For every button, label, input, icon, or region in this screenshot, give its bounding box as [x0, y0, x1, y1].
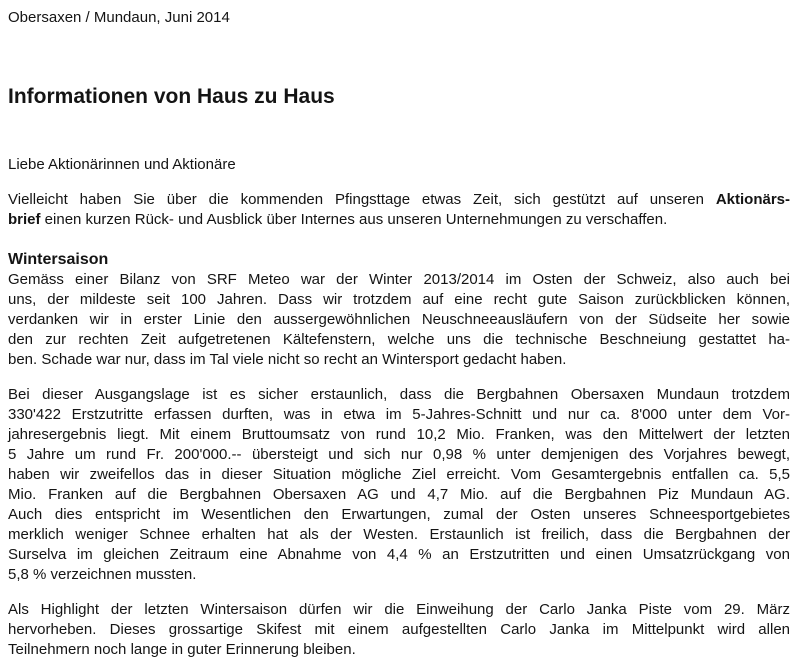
paragraph [8, 190, 790, 230]
text-line [8, 445, 790, 465]
text: Mio. Franken auf die Bergbahnen Obersaxen AG und 4,7 Mio. auf die Bergbahnen Piz Mundaun AG. [8, 486, 790, 503]
text: den zur rechten Zeit aufgetretenen Kältefenstern, welche uns die technische Beschneiung gestattet ha- [8, 331, 790, 348]
text: ben. Schade war nur, dass im Tal viele nicht so recht an Wintersport gedacht haben. [8, 351, 567, 368]
text: jahresergebnis liegt. Mit einem Bruttoumsatz von rund 10,2 Mio. Franken, was den Mittelwert der letzten [8, 426, 790, 443]
text-line [8, 310, 790, 330]
text-line [8, 350, 790, 370]
text-line [8, 505, 790, 525]
bold-text: brief [8, 211, 41, 228]
text: Als Highlight der letzten Wintersaison dürfen wir die Einweihung der Carlo Janka Piste vom 29. März [8, 601, 790, 618]
document-title: Informationen von Haus zu Haus [8, 85, 335, 108]
text: haben wir zweifellos das in dieser Situation mögliche Ziel erreicht. Vom Gesamtergebnis entfallen ca. 5,5 [8, 466, 790, 483]
salutation: Liebe Aktionärinnen und Aktionäre [8, 156, 236, 173]
text-line [8, 425, 790, 445]
document-body [8, 190, 790, 660]
section-heading: Wintersaison [8, 251, 109, 268]
text-line [8, 620, 790, 640]
text: Bei dieser Ausgangslage ist es sicher erstaunlich, dass die Bergbahnen Obersaxen Mundaun trotzdem [8, 386, 790, 403]
text-line [8, 330, 790, 350]
text-line [8, 640, 790, 660]
text-line [8, 465, 790, 485]
text: 330'422 Erstzutritte erfassen durften, was in etwa im 5-Jahres-Schnitt und nur ca. 8'000 unter dem Vor- [8, 406, 790, 423]
text: Vielleicht haben Sie über die kommenden Pfingsttage etwas Zeit, sich gestützt auf unseren [8, 191, 716, 208]
text-line [8, 405, 790, 425]
paragraph [8, 600, 790, 660]
text: uns, der mildeste seit 100 Jahren. Dass wir trotzdem auf eine recht gute Saison zurückblicken können, [8, 291, 790, 308]
text-line [8, 290, 790, 310]
text-line [8, 485, 790, 505]
text-line [8, 525, 790, 545]
text-line [8, 210, 790, 230]
paragraph [8, 385, 790, 585]
text: einen kurzen Rück- und Ausblick über Internes aus unseren Unternehmungen zu verschaffen. [40, 211, 668, 228]
text: Surselva im gleichen Zeitraum eine Abnahme von 4,4 % an Erstzutritten und einen Umsatzrückgang von [8, 546, 790, 563]
text-line [8, 270, 790, 290]
text: merklich weniger Schnee erhalten hat als der Westen. Erstaunlich ist freilich, dass die Bergbahnen der [8, 526, 790, 543]
text-line [8, 600, 790, 620]
text-line [8, 565, 790, 585]
text: Teilnehmern noch lange in guter Erinnerung bleiben. [8, 641, 356, 658]
text: Gemäss einer Bilanz von SRF Meteo war der Winter 2013/2014 im Osten der Schweiz, also auch bei [8, 271, 790, 288]
text: 5,8 % verzeichnen mussten. [8, 566, 197, 583]
bold-text: Aktionärs- [715, 191, 790, 208]
text: Auch dies entspricht im Wesentlichen den Erwartungen, zumal der Osten unseres Schneesportgebietes [8, 506, 790, 523]
text-line [8, 545, 790, 565]
paragraph [8, 270, 790, 370]
text-line [8, 190, 790, 210]
document-date: Obersaxen / Mundaun, Juni 2014 [8, 9, 230, 26]
text-line [8, 385, 790, 405]
text: hervorheben. Dieses grossartige Skifest mit einem aufgestellten Carlo Janka im Mittelpunkt wird allen [8, 621, 790, 638]
text: verdanken wir in erster Linie den aussergewöhnlichen Neuschneeausläufern von der Südseite her sowie [8, 311, 790, 328]
text: 5 Jahre um rund Fr. 200'000.-- übersteigt und sich nur 0,98 % unter demjenigen des Vorjahres bewegt, [8, 446, 790, 463]
